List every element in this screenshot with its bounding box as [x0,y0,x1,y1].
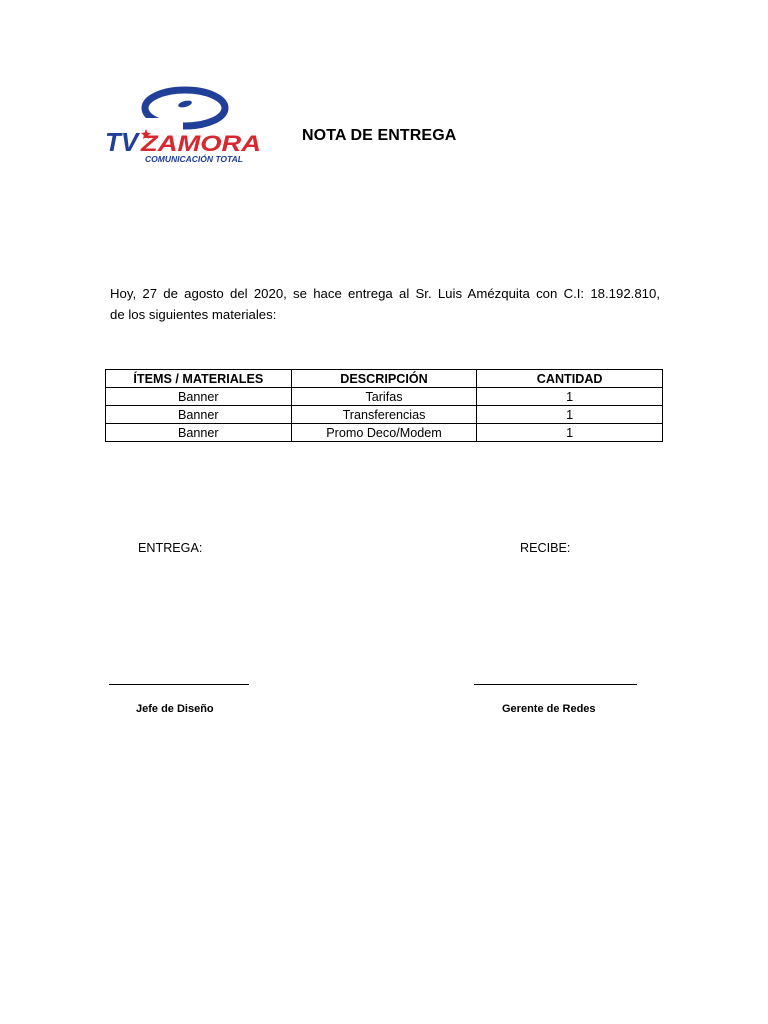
company-logo [105,82,270,168]
cell-description: Transferencias [291,406,477,424]
table-row [106,388,663,406]
swoosh-dot [177,99,192,108]
cell-quantity: 1 [477,406,663,424]
materials-table [105,369,663,442]
logo-tagline: COMUNICACIÓN TOTAL [145,154,243,164]
recibe-label: RECIBE: [520,541,571,555]
tv-zamora-logo-graphic [105,82,270,168]
signature-line-right [474,684,637,685]
table-header-row [106,370,663,388]
swoosh-gap [135,118,183,132]
table-row [106,406,663,424]
intro-paragraph [110,283,660,325]
header-items: ÍTEMS / MATERIALES [106,370,292,388]
cell-item: Banner [106,424,292,442]
cell-item: Banner [106,406,292,424]
signature-line-left [109,684,249,685]
table-row [106,424,663,442]
header-description: DESCRIPCIÓN [291,370,477,388]
cell-description: Tarifas [291,388,477,406]
cell-quantity: 1 [477,388,663,406]
cell-description: Promo Deco/Modem [291,424,477,442]
header-quantity: CANTIDAD [477,370,663,388]
entrega-label: ENTREGA: [138,541,203,555]
cell-item: Banner [106,388,292,406]
intro-line-2: de los siguientes materiales: [110,307,277,322]
cell-quantity: 1 [477,424,663,442]
role-gerente-redes: Gerente de Redes [502,703,596,715]
role-jefe-diseno: Jefe de Diseño [136,703,214,715]
document-title: NOTA DE ENTREGA [302,127,457,144]
logo-zamora-text: ZAMORA [139,131,261,156]
intro-line-1: Hoy, 27 de agosto del 2020, se hace entrega al Sr. Luis Amézquita con C.I: 18.192.810, [110,286,660,301]
logo-tv-text: TV [105,127,139,157]
